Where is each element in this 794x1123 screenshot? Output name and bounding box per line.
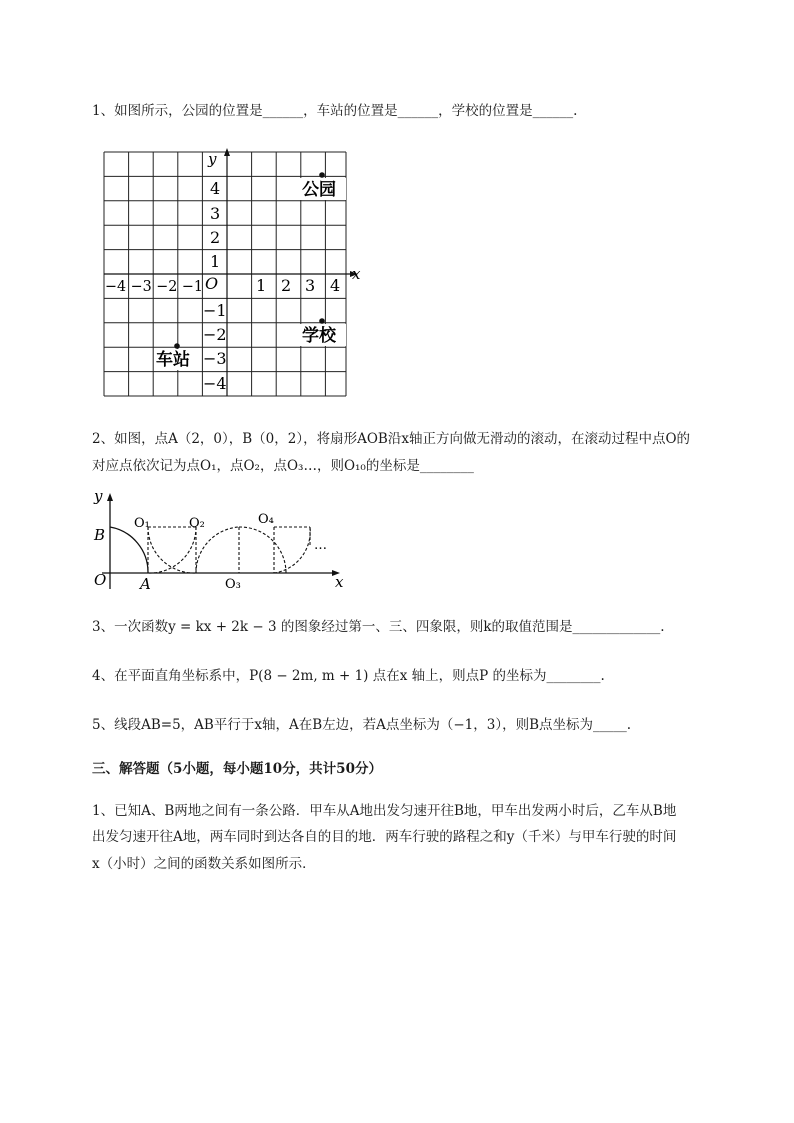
y-tick-label: −1 [203,301,227,320]
origin-label: O [205,274,219,293]
y-tick-label: −3 [203,349,227,368]
school-label: 学校 [302,326,336,346]
sector-aob [110,527,148,573]
x-tick-label: 2 [281,276,292,295]
school-point [319,318,325,324]
origin-label: O [94,571,107,589]
rolling-paths [148,527,310,573]
park-label: 公园 [302,180,336,200]
x-positive-tick-labels [256,276,340,295]
x-axis-label: x [335,573,344,591]
o1-label: O₁ [134,516,150,531]
station-point [174,343,180,349]
question-2-line-1: 2、如图，点A（2，0），B（0，2），将扇形AOB沿x轴正方向做无滑动的滚动，在滚动过程中点O的 [92,431,691,447]
y-axis-label: y [208,150,217,168]
problem-1-line-3: x（小时）之间的函数关系如图所示． [92,856,316,872]
y-tick-label: 3 [210,204,221,223]
rolling-sector-figure [88,485,358,597]
y-tick-label: −2 [203,325,227,344]
y-tick-label: 4 [210,179,221,198]
problem-1-line-1: 1、已知A、B两地之间有一条公路．甲车从A地出发匀速开往B地，甲车出发两小时后，乙车从B地 [92,803,677,819]
station-label: 车站 [156,350,190,370]
y-axis-label: y [94,487,103,505]
problem-1-line-2: 出发匀速开往A地，两车同时到达各自的目的地．两车行驶的路程之和y（千米）与甲车行驶的时间 [92,829,677,845]
y-axis-arrow [107,493,113,501]
x-negative-tick-labels: −4 −3 −2 −1 [105,277,203,295]
y-tick-label: 2 [210,228,221,247]
coordinate-grid-figure [100,148,370,400]
y-tick-label: 1 [210,252,221,271]
x-tick-label: 3 [305,276,316,295]
question-2-line-2: 对应点依次记为点O₁，点O₂，点O₃…，则O₁₀的坐标是________ [92,458,474,474]
x-tick-label: 1 [256,276,267,295]
o4-label: O₄ [258,512,274,527]
point-a-label: A [140,575,151,593]
question-3-text: 3、一次函数y = kx + 2k − 3 的图象经过第一、三、四象限，则k的取值范围是_____________. [92,619,665,635]
x-tick-label: 4 [330,276,341,295]
point-b-label: B [94,526,106,544]
park-point [319,172,325,178]
y-tick-label: −4 [203,374,227,393]
o3-label: O₃ [225,577,241,592]
question-5-text: 5、线段AB=5，AB平行于x轴，A在B左边，若A点坐标为（−1，3），则B点坐标为_____. [92,717,632,733]
o2-label: O₂ [189,516,205,531]
question-4-text: 4、在平面直角坐标系中，P(8 − 2m, m + 1) 点在x 轴上，则点P 的坐标为________. [92,668,605,684]
continuation-dots: … [314,538,327,553]
x-axis-label: x [352,265,361,283]
section-3-title: 三、解答题（5小题，每小题10分，共计50分） [92,761,382,777]
question-1-text: 1、如图所示，公园的位置是______，车站的位置是______，学校的位置是______. [92,103,578,119]
